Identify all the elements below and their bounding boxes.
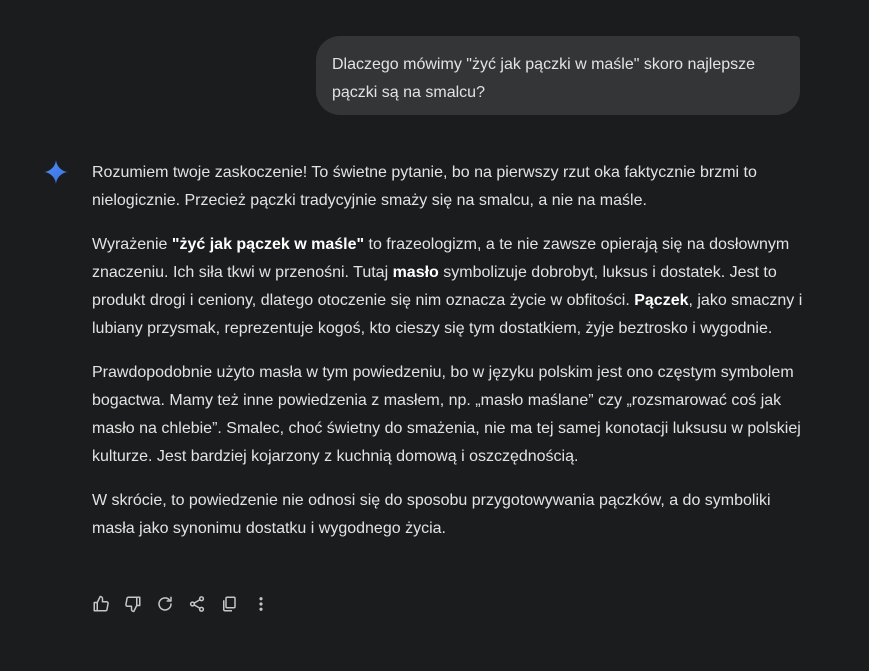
assistant-response [92,159,812,559]
share-button[interactable] [187,594,207,614]
user-message-line: Dlaczego mówimy "żyć jak pączki w maśle" skoro najlepsze [332,56,756,73]
response-bold-word: masło [392,264,439,281]
user-message-bubble [316,36,800,115]
response-text: , jako smaczny i lubiany przysmak, reprezentuje kogoś, kto cieszy się tym dostatkiem, żyje beztrosko i wygodnie. [92,292,803,337]
response-paragraph [92,231,812,343]
copy-button[interactable] [219,594,239,614]
user-message-line: pączki są na smalcu? [332,84,485,101]
regenerate-button[interactable] [155,594,175,614]
response-paragraph: W skrócie, to powiedzenie nie odnosi się do sposobu przygotowywania pączków, a do symboliki masła jako synonimu dostatku i wygodnego życia. [92,492,771,537]
thumbs-up-button[interactable] [91,594,111,614]
response-paragraph: Rozumiem twoje zaskoczenie! To świetne pytanie, bo na pierwszy rzut oka faktycznie brzmi to nielogicznie. Przecież pączki tradycyjnie smaży się na smalcu, a nie na maśle. [92,164,757,209]
share-icon [188,595,206,613]
response-paragraph: Prawdopodobnie użyto masła w tym powiedzeniu, bo w języku polskim jest ono częstym symbolem bogactwa. Mamy też inne powiedzenia z masłem, np. „masło maślane” czy „rozsmarować coś jak masło na chlebie”. Smalec, choć świetny do smażenia, nie ma tej samej konotacji luksusu w polskiej kulturze. Jest bardziej kojarzony z kuchnią domową i oszczędnością. [92,364,801,465]
more-options-button[interactable] [251,594,271,614]
thumbs-up-icon [92,595,110,613]
response-text: symbolizuje dobrobyt, luksus i dostatek. Jest to produkt drogi i ceniony, dlatego otoczenie się nim oznacza życie w obfitości. [92,264,777,309]
thumbs-down-button[interactable] [123,594,143,614]
regenerate-icon [156,595,174,613]
copy-icon [220,595,238,613]
response-actions [91,594,283,614]
more-vert-icon [252,595,270,613]
response-text: to frazeologizm, a te nie zawsze opierają się na dosłownym znaczeniu. Ich siła tkwi w przenośni. Tutaj [92,236,790,281]
gemini-sparkle-icon [44,160,68,184]
response-bold-phrase: "żyć jak pączek w maśle" [171,236,365,253]
thumbs-down-icon [124,595,142,613]
response-text: Wyrażenie [92,236,172,253]
response-bold-word: Pączek [634,292,689,309]
